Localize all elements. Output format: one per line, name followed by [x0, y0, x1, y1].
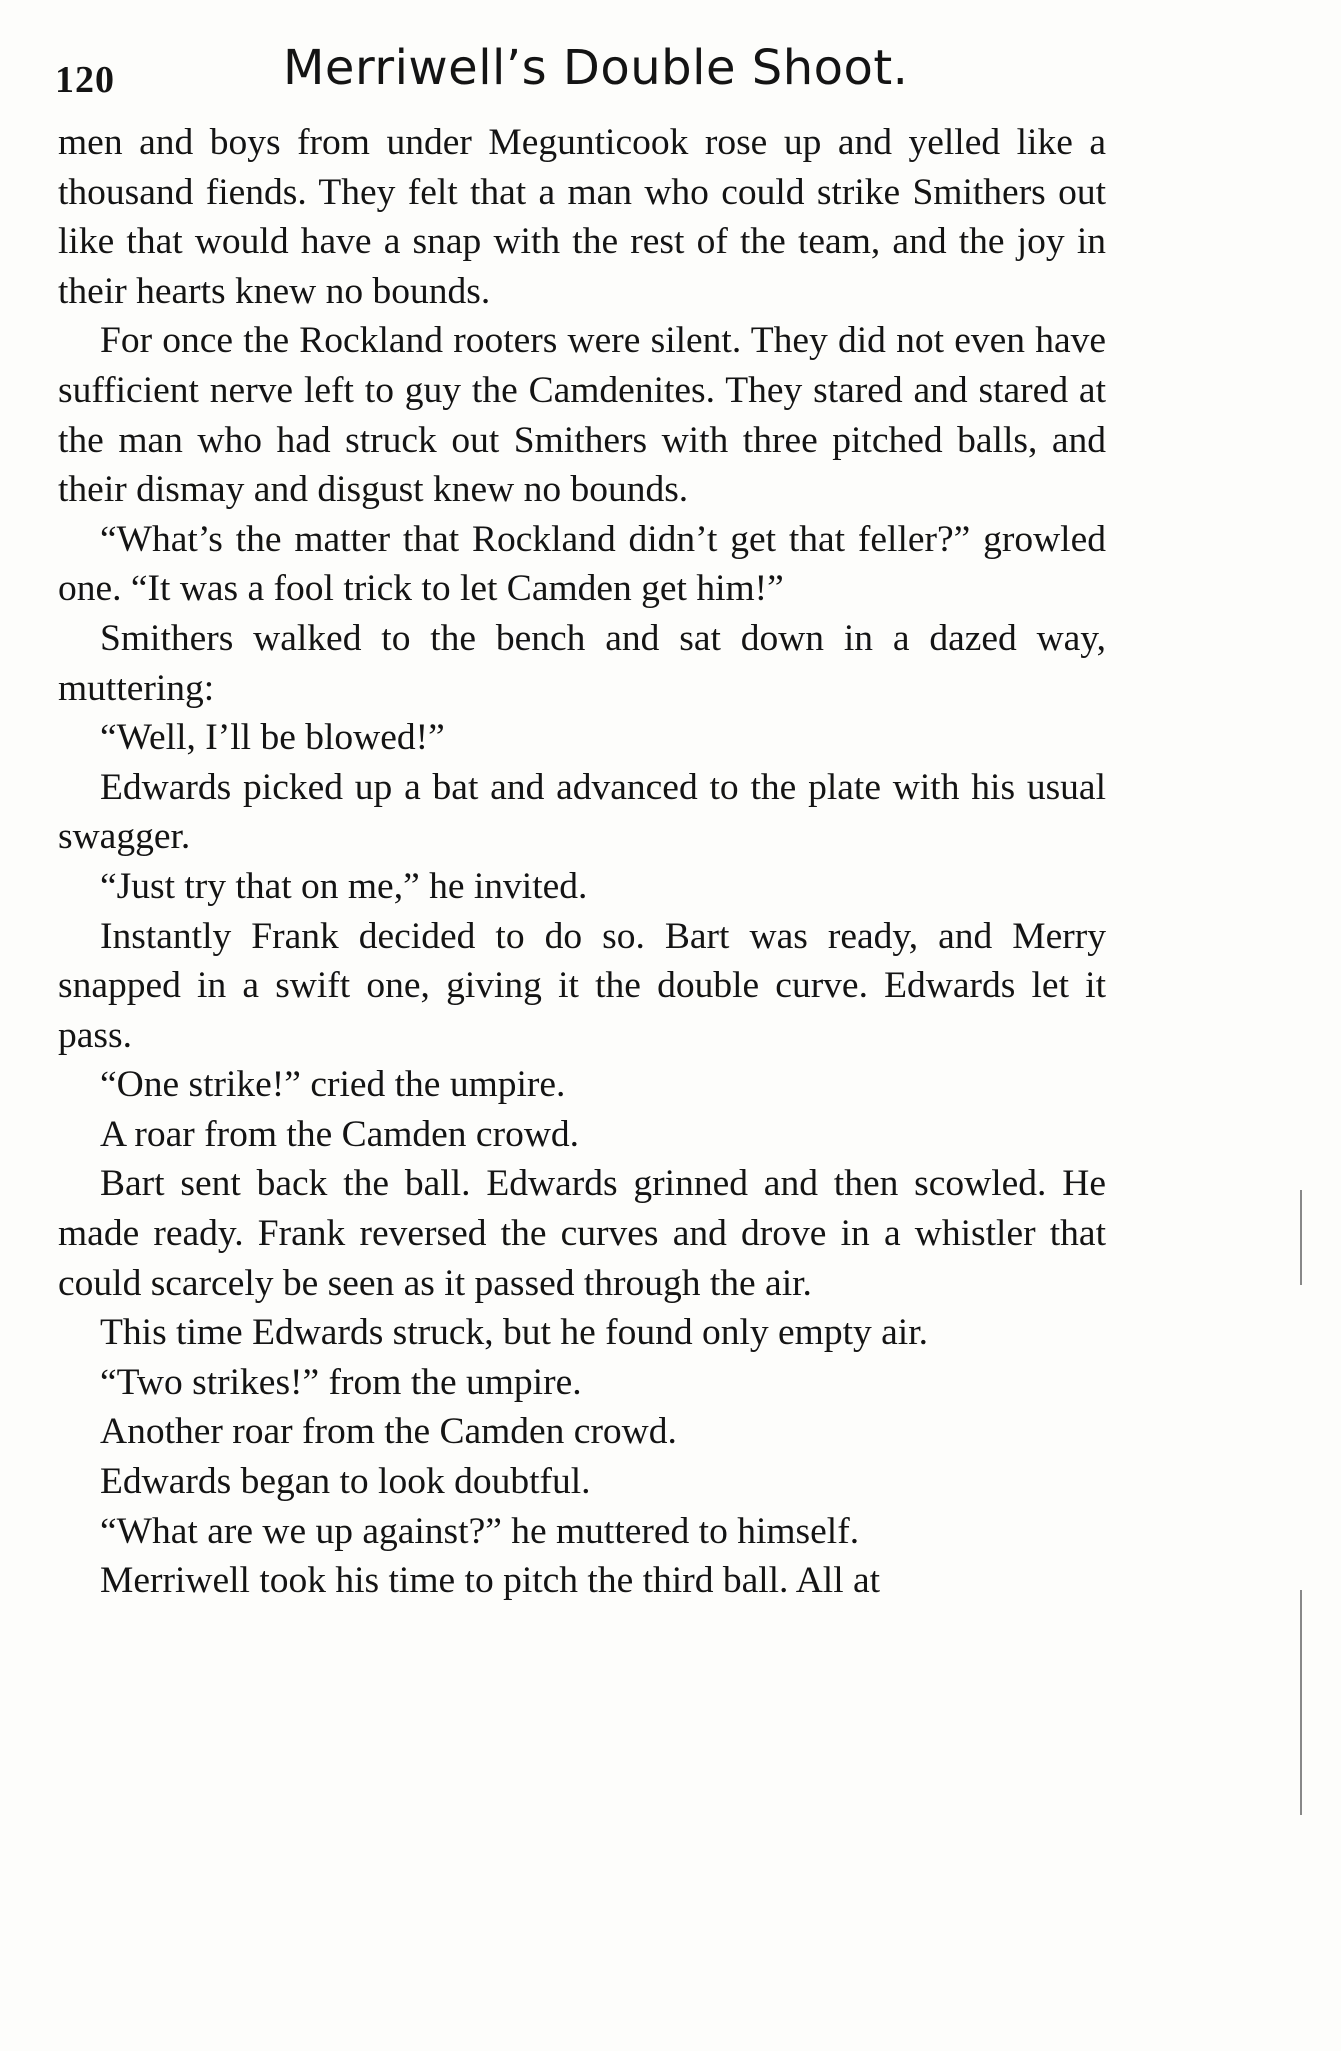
- paragraph: Another roar from the Camden crowd.: [100, 1411, 677, 1453]
- paragraph: A roar from the Camden crowd.: [100, 1113, 580, 1155]
- scan-mark: [1300, 1590, 1302, 1815]
- paragraph: For once the Rockland rooters were silent. They did not even have sufficient nerve left to guy the Camdenites. They stared and stared at the man who had struck out Smithers with three pitched balls, and their dismay and disgust knew no bounds.: [58, 320, 1106, 511]
- paragraph: “What are we up against?” he muttered to himself.: [100, 1510, 860, 1552]
- paragraph: “Well, I’ll be blowed!”: [100, 717, 445, 759]
- body-text: [58, 118, 1106, 1606]
- paragraph: This time Edwards struck, but he found only empty air.: [100, 1312, 928, 1354]
- paragraph: Merriwell took his time to pitch the third ball. All at: [100, 1560, 881, 1602]
- running-head: [55, 40, 1115, 110]
- scan-mark: [1300, 1190, 1302, 1285]
- margin-scan-marks: [1300, 1190, 1304, 1820]
- paragraph: Instantly Frank decided to do so. Bart was ready, and Merry snapped in a swift one, giving it the double curve. Edwards let it pass.: [58, 915, 1106, 1056]
- paragraph: Bart sent back the ball. Edwards grinned and then scowled. He made ready. Frank reversed the curves and drove in a whistler that could scarcely be seen as it passed through the air.: [58, 1163, 1106, 1304]
- paragraph: Edwards began to look doubtful.: [100, 1461, 591, 1503]
- paragraph: men and boys from under Megunticook rose up and yelled like a thousand fiends. They felt that a man who could strike Smithers out like that would have a snap with the rest of the team, and the joy in their hearts knew no bounds.: [58, 122, 1106, 312]
- paragraph: “Just try that on me,” he invited.: [100, 865, 588, 907]
- paragraph: “What’s the matter that Rockland didn’t get that feller?” growled one. “It was a fool trick to let Camden get him!”: [58, 518, 1106, 610]
- paragraph: Edwards picked up a bat and advanced to the plate with his usual swagger.: [58, 766, 1106, 858]
- page-number: 120: [55, 59, 115, 101]
- running-title: Merriwell’s Double Shoot.: [283, 40, 909, 96]
- paragraph: “One strike!” cried the umpire.: [100, 1064, 566, 1106]
- paragraph: “Two strikes!” from the umpire.: [100, 1361, 582, 1403]
- paragraph: Smithers walked to the bench and sat down in a dazed way, muttering:: [58, 617, 1106, 709]
